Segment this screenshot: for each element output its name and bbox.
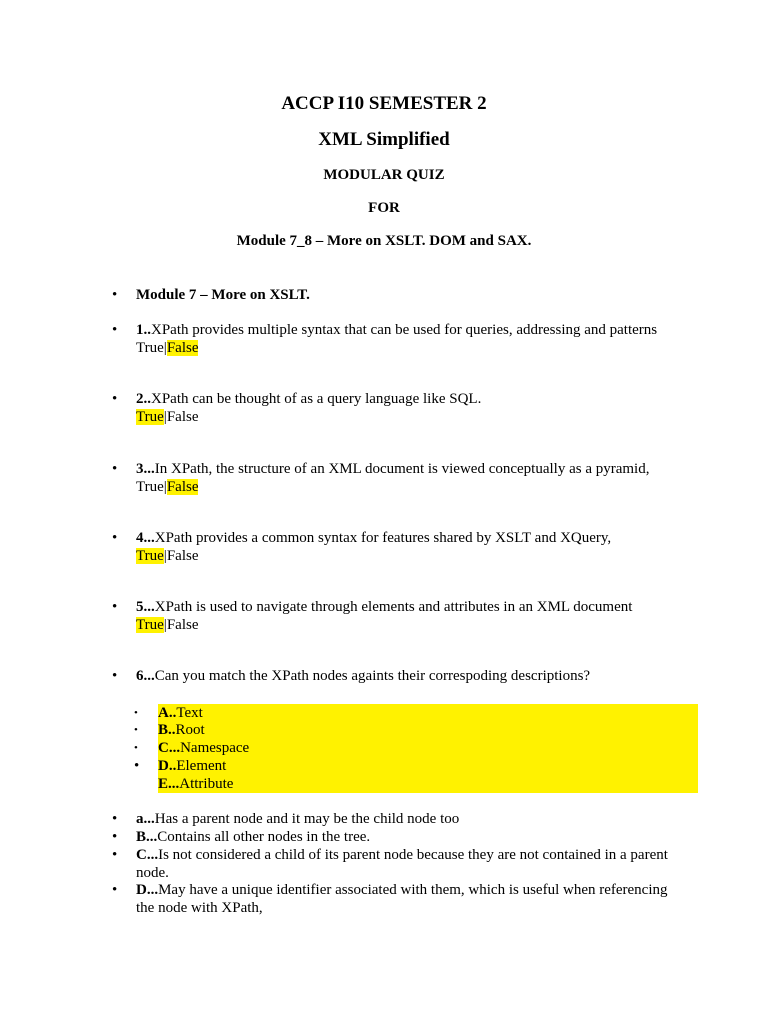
option-key: A.. (158, 705, 177, 721)
question-number: 5... (136, 599, 155, 615)
answer-false: False (166, 548, 199, 564)
quiz-heading: MODULAR QUIZ (323, 167, 445, 183)
description-text: Is not considered a child of its parent node because they are not contained in a parent node. (136, 847, 668, 881)
answer-true-highlighted: True (136, 548, 164, 564)
bullet: • (112, 668, 118, 684)
answer-separator: | (163, 479, 167, 495)
bullet: • (112, 829, 118, 845)
question-text: XPath can be thought of as a query language like SQL. (151, 391, 482, 407)
question-number: 6... (136, 668, 155, 684)
question-number: 1.. (136, 322, 151, 338)
answer-false-highlighted: False (166, 340, 199, 356)
bullet: • (112, 847, 118, 863)
small-bullet: • (134, 724, 138, 736)
question-text: XPath provides multiple syntax that can be used for queries, addressing and patterns (151, 322, 658, 338)
bullet: • (112, 882, 118, 898)
option-label: Root (175, 722, 205, 738)
answer-true: True (136, 340, 164, 356)
for-heading: FOR (368, 200, 400, 216)
section-title: Module 7 – More on XSLT. (136, 287, 310, 303)
question-text: Can you match the XPath nodes againts their correspoding descriptions? (154, 668, 591, 684)
answer-separator: | (163, 409, 167, 425)
answer-true-highlighted: True (136, 409, 164, 425)
document-title: ACCP I10 SEMESTER 2 (281, 93, 487, 114)
question-text: XPath provides a common syntax for features shared by XSLT and XQuery, (154, 530, 612, 546)
option-key: D.. (158, 758, 177, 774)
bullet: • (112, 322, 118, 338)
description-key: D... (136, 882, 159, 898)
option-key: B.. (158, 722, 176, 738)
bullet: • (112, 530, 118, 546)
option-label: Element (176, 758, 227, 774)
question-number: 3... (136, 461, 155, 477)
answer-separator: | (163, 617, 167, 633)
bullet: • (112, 461, 118, 477)
option-label: Attribute (179, 776, 234, 792)
module-heading: Module 7_8 – More on XSLT. DOM and SAX. (236, 233, 532, 249)
option-label: Text (176, 705, 203, 721)
document-subtitle: XML Simplified (318, 129, 450, 150)
question-number: 2.. (136, 391, 151, 407)
description-text: May have a unique identifier associated with them, which is useful when referencing the node with XPath, (136, 882, 668, 916)
description-text: Has a parent node and it may be the child node too (154, 811, 460, 827)
bullet: • (112, 287, 118, 303)
answer-false: False (166, 617, 199, 633)
answer-false-highlighted: False (166, 479, 199, 495)
description-text: Contains all other nodes in the tree. (157, 829, 371, 845)
description-key: C... (136, 847, 159, 863)
question-text: In XPath, the structure of an XML document is viewed conceptually as a pyramid, (154, 461, 650, 477)
answer-separator: | (163, 548, 167, 564)
bullet: • (134, 758, 140, 774)
description-key: B... (136, 829, 158, 845)
question-text: XPath is used to navigate through elements and attributes in an XML document (154, 599, 633, 615)
answer-true-highlighted: True (136, 617, 164, 633)
answer-true: True (136, 479, 164, 495)
bullet: • (112, 391, 118, 407)
answer-false: False (166, 409, 199, 425)
small-bullet: • (134, 742, 138, 754)
option-key: C... (158, 740, 181, 756)
small-bullet: • (134, 707, 138, 719)
bullet: • (112, 599, 118, 615)
option-key: E... (158, 776, 180, 792)
option-label: Namespace (180, 740, 250, 756)
bullet: • (112, 811, 118, 827)
answer-separator: | (163, 340, 167, 356)
description-key: a... (136, 811, 155, 827)
question-number: 4... (136, 530, 155, 546)
